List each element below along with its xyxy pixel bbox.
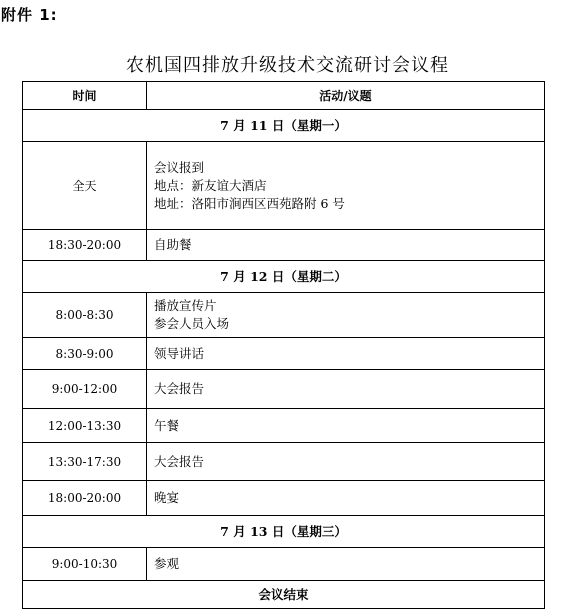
activity-line: 大会报告 <box>154 453 205 469</box>
day-row <box>23 516 545 548</box>
header-time: 时间 <box>23 82 147 110</box>
agenda-row <box>23 230 545 261</box>
row-time: 18:30-20:00 <box>23 230 147 261</box>
day-heading: 7 月 11 日（星期一） <box>23 110 545 142</box>
activity-line: 晚宴 <box>154 490 180 505</box>
row-time: 8:00-8:30 <box>23 293 147 338</box>
row-activity <box>147 338 545 370</box>
activity-line: 领导讲话 <box>154 345 205 361</box>
activity-line: 参会人员入场 <box>154 316 230 331</box>
row-activity <box>147 293 545 338</box>
closing-row <box>23 581 545 609</box>
day-heading: 7 月 12 日（星期二） <box>23 261 545 293</box>
document-title: 农机国四排放升级技术交流研讨会议程 <box>126 55 449 76</box>
row-time: 13:30-17:30 <box>23 443 147 481</box>
row-activity <box>147 370 545 409</box>
agenda-row <box>23 370 545 409</box>
agenda-row <box>23 409 545 443</box>
agenda-row <box>23 548 545 581</box>
activity-line: 会议报到 <box>154 159 205 175</box>
header-activity: 活动/议题 <box>147 82 545 110</box>
activity-line: 自助餐 <box>154 237 192 252</box>
agenda-table <box>22 81 545 609</box>
agenda-row <box>23 443 545 481</box>
row-time: 12:00-13:30 <box>23 409 147 443</box>
attachment-label: 附件 1: <box>1 6 58 24</box>
row-time: 9:00-12:00 <box>23 370 147 409</box>
day-row <box>23 261 545 293</box>
row-time: 18:00-20:00 <box>23 481 147 516</box>
row-time: 全天 <box>23 142 147 230</box>
agenda-row <box>23 338 545 370</box>
activity-line: 地址：洛阳市涧西区西苑路附 6 号 <box>154 195 345 211</box>
header-row <box>23 82 545 110</box>
agenda-row <box>23 293 545 338</box>
agenda-row <box>23 142 545 230</box>
day-heading: 7 月 13 日（星期三） <box>23 516 545 548</box>
row-time: 8:30-9:00 <box>23 338 147 370</box>
row-activity <box>147 443 545 481</box>
activity-line: 参观 <box>154 556 180 571</box>
activity-line: 大会报告 <box>154 381 205 396</box>
closing-label: 会议结束 <box>23 581 545 609</box>
day-row <box>23 110 545 142</box>
activity-line: 播放宣传片 <box>154 298 217 313</box>
row-activity <box>147 481 545 516</box>
activity-line: 地点：新友谊大酒店 <box>154 177 267 193</box>
row-activity <box>147 409 545 443</box>
row-activity <box>147 548 545 581</box>
agenda-row <box>23 481 545 516</box>
row-time: 9:00-10:30 <box>23 548 147 581</box>
row-activity <box>147 142 545 230</box>
row-activity <box>147 230 545 261</box>
activity-line: 午餐 <box>154 417 180 433</box>
